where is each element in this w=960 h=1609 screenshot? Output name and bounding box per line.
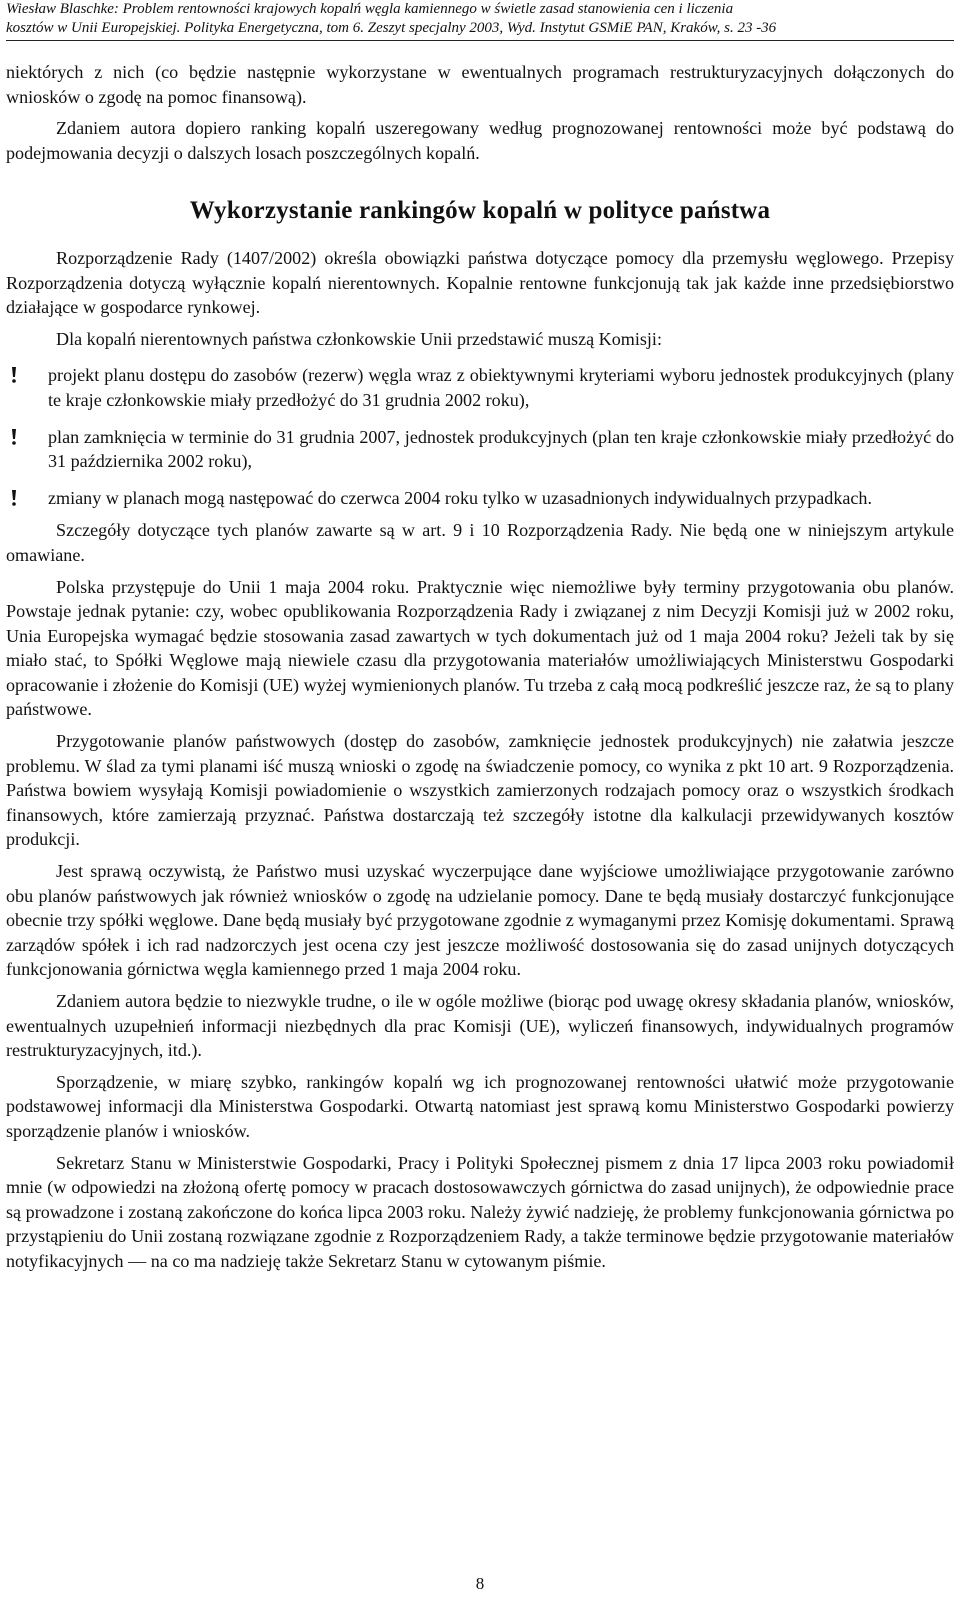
section-heading: Wykorzystanie rankingów kopalń w polityce państwa [189,197,771,225]
paragraph-10: Sporządzenie, w miarę szybko, rankingów kopalń wg ich prognozowanej rentowności ułatwić może przygotowanie podstawowej informacji dla Ministerstwa Gospodarki. Otwartą natomiast jest sprawą komu Ministerstwo Gospodarki powierzy sporządzenie planów i wniosków. [6,1071,954,1141]
paragraph-4: Dla kopalń nierentownych państwa członkowskie Unii przedstawić muszą Komisji: [56,328,662,349]
header-line-2: kosztów w Unii Europejskiej. Polityka Energetyczna, tom 6. Zeszyt specjalny 2003, Wyd. Instytut GSMiE PAN, Kraków, s. 23 -36 [6,20,777,36]
exclamation-bullet-icon [9,366,19,384]
paragraph-7: Przygotowanie planów państwowych (dostęp do zasobów, zamknięcie jednostek produkcyjnych) nie załatwia jeszcze problemu. W ślad za tymi planami iść muszą wnioski o zgodę na świadczenie pomocy, co wynika z pkt 10 art. 9 Rozporządzenia. Państwa bowiem wysyłają Komisji powiadomienie o wszystkich zamierzonych rodzajach pomocy oraz o wszystkich środkach finansowych, które zamierzają przyznać. Państwa dostarczają też szczegóły istotne dla kalkulacji przewidywanych kosztów produkcji. [6,731,954,850]
running-header [6,0,954,41]
list-item-text: projekt planu dostępu do zasobów (rezerw) węgla wraz z obiektywnymi kryteriami wyboru jednostek produkcyjnych (plany te kraje członkowskie miały przedłożyć do 31 grudnia 2002 roku), [48,365,954,410]
paragraph-5: Szczegóły dotyczące tych planów zawarte są w art. 9 i 10 Rozporządzenia Rady. Nie będą one w niniejszym artykule omawiane. [6,520,954,565]
list-item-text: plan zamknięcia w terminie do 31 grudnia 2007, jednostek produkcyjnych (plan ten kraje członkowskie miały przedłożyć do 31 października 2002 roku), [48,426,954,472]
paragraph-3: Rozporządzenie Rady (1407/2002) określa obowiązki państwa dotyczące pomocy dla przemysłu węglowego. Przepisy Rozporządzenia dotyczą wyłącznie kopalń nierentownych. Kopalnie rentowne funkcjonują tak jak każde inne przedsiębiorstwo działające w gospodarce rynkowej. [6,247,954,318]
list-item [6,363,954,412]
list-item-text: zmiany w planach mogą następować do czerwca 2004 roku tylko w uzasadnionych indywidualnych przypadkach. [48,487,872,508]
list-item [6,486,954,511]
exclamation-bullet-icon [9,428,19,446]
article-body [6,60,954,1281]
paragraph-1: niektórych z nich (co będzie następnie wykorzystane w ewentualnych programach restrukturyzacyjnych dołączonych do wniosków o zgodę na pomoc finansową). [6,62,954,107]
header-line-1: Wiesław Blaschke: Problem rentowności krajowych kopalń węgla kamiennego w świetle zasad stanowienia cen i liczenia [6,1,734,17]
paragraph-8: Jest sprawą oczywistą, że Państwo musi uzyskać wyczerpujące dane wyjściowe umożliwiające przygotowanie zarówno obu planów państwowych jak również wniosków o zgodę na udzielanie pomocy. Dane te będą musiały dostarczyć funkcjonujące obecnie trzy spółki węglowe. Dane będą musiały być przygotowane zgodnie z wymaganymi przez Komisję dokumentami. Sprawą zarządów spółek i ich rad nadzorczych jest ocena czy jest jeszcze możliwość dostosowania się do zasad unijnych dotyczących funkcjonowania górnictwa węgla kamiennego przed 1 maja 2004 roku. [6,861,954,980]
paragraph-9: Zdaniem autora będzie to niezwykle trudne, o ile w ogóle możliwe (biorąc pod uwagę okresy składania planów, wniosków, ewentualnych uzupełnień informacji niezbędnych dla prac Komisji (UE), wyliczeń finansowych, indywidualnych programów restrukturyzacyjnych, itd.). [6,991,954,1061]
paragraph-11: Sekretarz Stanu w Ministerstwie Gospodarki, Pracy i Polityki Społecznej pismem z dnia 17 lipca 2003 roku powiadomił mnie (w odpowiedzi na złożoną ofertę pomocy w pracach dostosowawczych górnictwa do zasad unijnych), że odpowiednie prace są prowadzone i zostaną zakończone do końca lipca 2003 roku. Należy żywić nadzieję, że problemy funkcjonowania górnictwa po przystąpieniu do Unii zostaną rozwiązane zgodnie z Rozporządzeniem Rady, a także terminowe będzie przygotowanie materiałów notyfikacyjnych — na co ma nadzieję także Sekretarz Stanu w cytowanym piśmie. [6,1152,954,1271]
list-item [6,425,954,474]
paragraph-6: Polska przystępuje do Unii 1 maja 2004 roku. Praktycznie więc niemożliwe były terminy przygotowania obu planów. Powstaje jednak pytanie: czy, wobec opublikowania Rozporządzenia Rady i związanej z nim Decyzji Komisji już w 2002 roku, Unia Europejska wymagać będzie stosowania zasad zawartych w tych dokumentach już od 1 maja 2004 roku? Jeżeli tak by się miało stać, to Spółki Węglowe mają niewiele czasu dla przygotowania materiałów umożliwiających Ministerstwu Gospodarki opracowanie i złożenie do Komisji (UE) wyżej wymienionych planów. Tu trzeba z całą mocą podkreślić jeszcze raz, że są to plany państwowe. [6,576,954,720]
exclamation-bullet-icon [9,489,19,507]
page-number: 8 [475,1574,485,1593]
paragraph-2: Zdaniem autora dopiero ranking kopalń uszeregowany według prognozowanej rentowności może być podstawą do podejmowania decyzji o dalszych losach poszczególnych kopalń. [6,118,954,163]
